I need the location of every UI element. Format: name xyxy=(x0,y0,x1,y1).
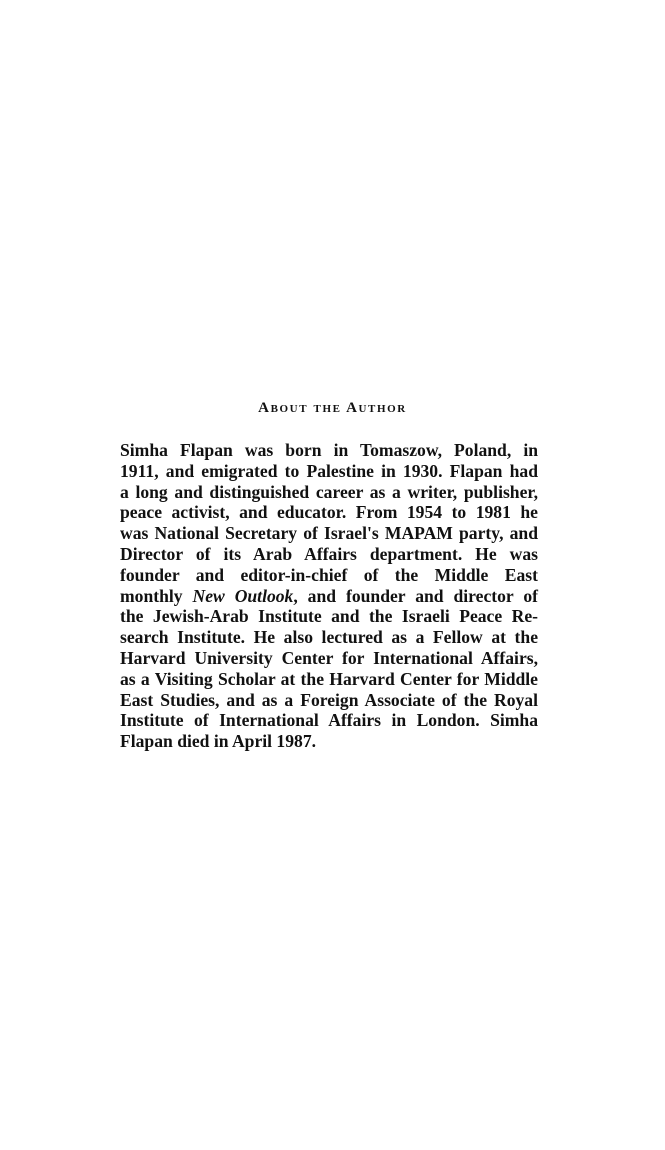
bio-line: Flapan died in April 1987. xyxy=(120,731,317,752)
bio-line: search Institute. He also lectured as a Fellow at the xyxy=(120,627,538,648)
bio-line: as a Visiting Scholar at the Harvard Center for Middle xyxy=(120,668,538,689)
bio-line: Director of its Arab Affairs department. He was xyxy=(120,543,538,564)
bio-line: a long and distinguished career as a writer, publisher, xyxy=(120,481,538,502)
page-heading: About the Author xyxy=(258,400,407,416)
bio-line: the Jewish-Arab Institute and the Israeli Peace Re- xyxy=(120,606,538,627)
bio-text: monthly xyxy=(120,585,183,606)
author-bio xyxy=(120,440,538,752)
bio-line: was National Secretary of Israel's MAPAM party, and xyxy=(120,523,538,544)
bio-line-with-title xyxy=(120,586,538,607)
bio-line: Simha Flapan was born in Tomaszow, Poland, in xyxy=(120,440,538,460)
publication-title: New Outlook xyxy=(192,585,294,606)
bio-line: East Studies, and as a Foreign Associate of the Royal xyxy=(120,689,538,710)
bio-line: Harvard University Center for International Affairs, xyxy=(120,647,538,668)
bio-line: 1911, and emigrated to Palestine in 1930. Flapan had xyxy=(120,460,538,481)
bio-line: peace activist, and educator. From 1954 to 1981 he xyxy=(120,502,538,523)
bio-text: , and founder and director of xyxy=(293,585,539,606)
bio-line: founder and editor-in-chief of the Middle East xyxy=(120,564,538,585)
bio-line: Institute of International Affairs in London. Simha xyxy=(120,710,538,731)
